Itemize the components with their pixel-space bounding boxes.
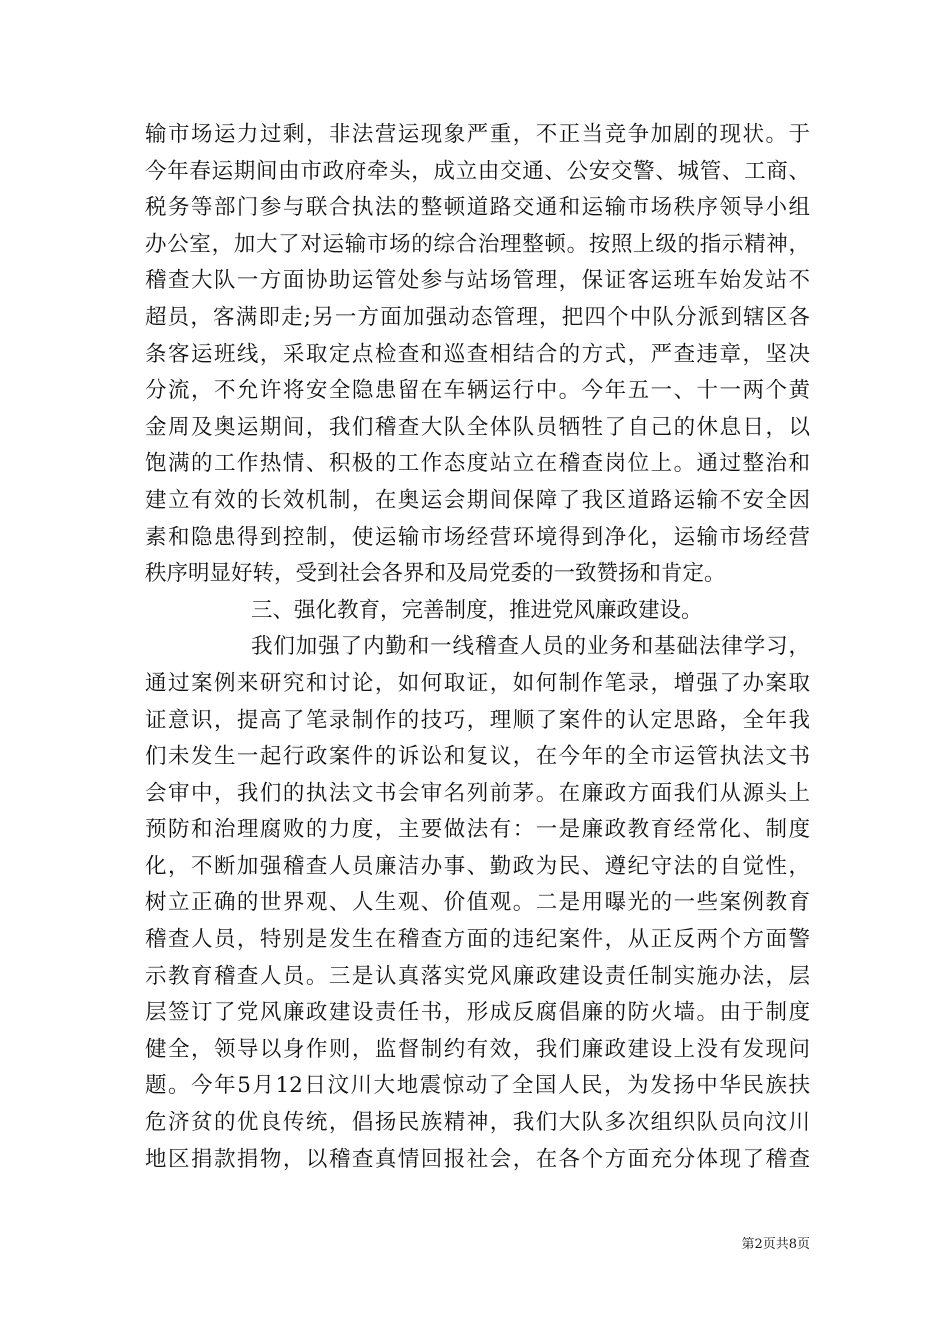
text-line: 秩序明显好转，受到社会各界和及局党委的一致赞扬和肯定。 — [145, 561, 726, 587]
text-line: 化，不断加强稽查人员廉洁办事、勤政为民、遵纪守法的自觉性， — [145, 853, 810, 879]
text-line: 输市场运力过剩，非法营运现象严重，不正当竞争加剧的现状。于 — [145, 122, 810, 147]
text-line: 稽查大队一方面协助运管处参与站场管理，保证客运班车始发站不 — [145, 268, 810, 294]
text-line: 示教育稽查人员。三是认真落实党风廉政建设责任制实施办法，层 — [145, 963, 810, 989]
text-line: 今年春运期间由市政府牵头，成立由交通、公安交警、城管、工商、 — [145, 158, 810, 184]
text-line: 地区捐款捐物，以稽查真情回报社会，在各个方面充分体现了稽查 — [145, 1146, 810, 1172]
section-heading: 三、强化教育，完善制度，推进党风廉政建设。 — [251, 597, 703, 623]
text-line: 稽查人员，特别是发生在稽查方面的违纪案件，从正反两个方面警 — [145, 927, 810, 953]
text-line: 会审中，我们的执法文书会审名列前茅。在廉政方面我们从源头上 — [145, 780, 810, 806]
text-line: 健全，领导以身作则，监督制约有效，我们廉政建设上没有发现问 — [145, 1036, 810, 1062]
body-text — [145, 117, 810, 1178]
page-number: 第2页共8页 — [741, 1237, 810, 1252]
text-line: 分流，不允许将安全隐患留在车辆运行中。今年五一、十一两个黄 — [145, 378, 810, 404]
text-line: 条客运班线，采取定点检查和巡查相结合的方式，严查违章，坚决 — [145, 341, 810, 367]
text-line: 们未发生一起行政案件的诉讼和复议，在今年的全市运管执法文书 — [145, 744, 810, 770]
text-line: 证意识，提高了笔录制作的技巧，理顺了案件的认定思路，全年我 — [145, 707, 810, 733]
text-line: 树立正确的世界观、人生观、价值观。二是用曝光的一些案例教育 — [145, 890, 810, 916]
text-line: 金周及奥运期间，我们稽查大队全体队员牺牲了自己的休息日，以 — [145, 414, 810, 440]
text-line: 危济贫的优良传统，倡扬民族精神，我们大队多次组织队员向汶川 — [145, 1110, 810, 1136]
paragraph-first-line: 我们加强了内勤和一线稽查人员的业务和基础法律学习， — [251, 634, 810, 660]
text-line: 预防和治理腐败的力度，主要做法有：一是廉政教育经常化、制度 — [145, 817, 810, 843]
text-line: 通过案例来研究和讨论，如何取证，如何制作笔录，增强了办案取 — [145, 670, 810, 696]
text-line: 题。今年5月12日汶川大地震惊动了全国人民，为发扬中华民族扶 — [145, 1073, 810, 1099]
text-line: 税务等部门参与联合执法的整顿道路交通和运输市场秩序领导小组 — [145, 195, 810, 221]
text-line: 素和隐患得到控制，使运输市场经营环境得到净化，运输市场经营 — [145, 524, 810, 550]
text-line: 饱满的工作热情、积极的工作态度站立在稽查岗位上。通过整治和 — [145, 451, 810, 477]
text-line: 层签订了党风廉政建设责任书，形成反腐倡廉的防火墙。由于制度 — [145, 1000, 810, 1026]
text-line: 超员，客满即走;另一方面加强动态管理，把四个中队分派到辖区各 — [145, 304, 810, 330]
text-line: 办公室，加大了对运输市场的综合治理整顿。按照上级的指示精神， — [145, 231, 810, 257]
text-line: 建立有效的长效机制，在奥运会期间保障了我区道路运输不安全因 — [145, 487, 810, 513]
